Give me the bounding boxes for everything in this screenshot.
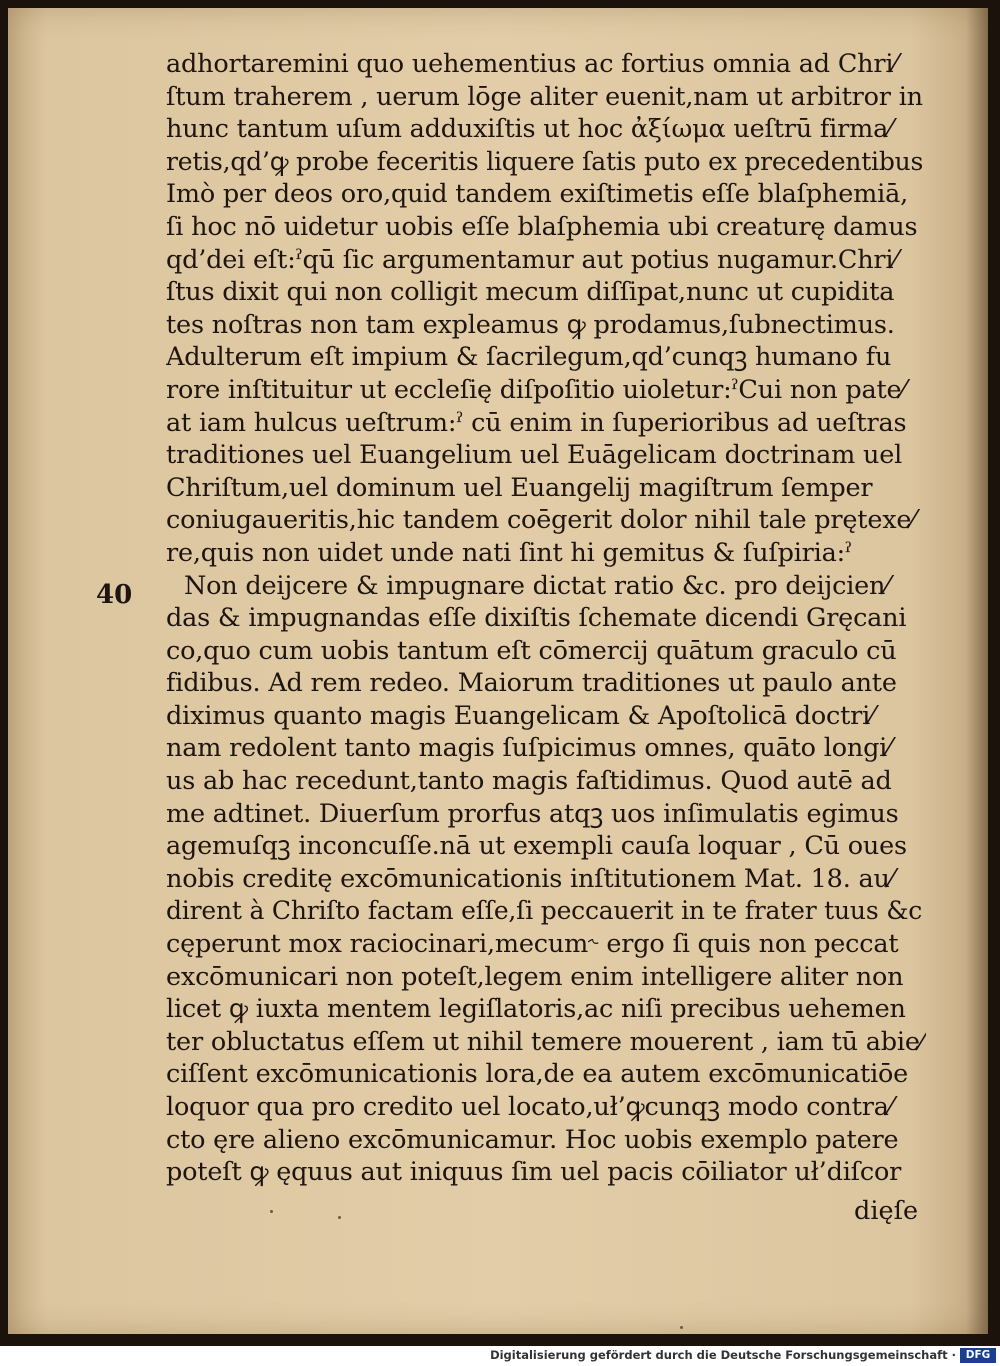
text-line: traditiones uel Euangelium uel Euāgelicam doctrinam uel <box>166 440 903 471</box>
text-line: das & impugnandas eſſe dixiſtis ſchemate dicendi Gręcani <box>166 603 907 634</box>
text-line: hunc tantum uſum adduxiſtis ut hoc ἀξίωμα ueſtrū firma⁄ <box>166 114 893 145</box>
catchword: dięſe <box>854 1196 919 1226</box>
text-line: Adulterum eſt impium & ſacrilegum,qd’cunqꝫ humano fu <box>166 342 892 373</box>
text-line: agemuſqꝫ inconcuſſe.nā ut exempli cauſa loquar , Cū oues <box>166 831 907 862</box>
text-line: re,quis non uidet unde nati ſint hi gemitus & ſuſpiria:ˀ <box>166 537 852 568</box>
text-line: tes noſtras non tam expleamus ꝙ prodamus,ſubnectimus. <box>166 309 895 340</box>
text-line: dirent à Chriſto factam eſſe,ſi peccauerit in te frater tuus &c <box>166 896 923 926</box>
margin-number: 40 <box>96 580 133 610</box>
text-line: nobis creditę excōmunicationis inſtitutionem Mat. 18. au⁄ <box>166 863 894 894</box>
paper-speck <box>680 1326 683 1329</box>
body-text <box>166 48 926 1189</box>
text-line: ſtus dixit qui non colligit mecum diſſipat,nunc ut cupidita <box>166 277 895 308</box>
text-line: fidibus. Ad rem redeo. Maiorum traditiones ut paulo ante <box>166 668 897 699</box>
text-line: rore inſtituitur ut eccleſię diſpoſitio uioletur:ˀCui non pate⁄ <box>166 374 906 405</box>
gutter-shadow <box>966 8 988 1334</box>
text-line: poteſt ꝙ ęquus aut iniquus ſim uel pacis cōiliator uł’diſcor <box>166 1157 902 1188</box>
footer-credit: Digitalisierung gefördert durch die Deutsche Forschungsgemeinschaft · <box>490 1348 956 1362</box>
text-line: excōmunicari non poteſt,legem enim intelligere aliter non <box>166 961 904 992</box>
paper-speck <box>270 1210 273 1213</box>
text-line: me adtinet. Diuerſum prorfus atqꝫ uos inſimulatis egimus <box>166 798 899 829</box>
text-line: cęperunt mox raciocinari,mecum˞ ergo ſi quis non peccat <box>166 929 899 960</box>
text-line: adhortaremini quo uehementius ac fortius omnia ad Chri⁄ <box>166 49 898 79</box>
text-line: loquor qua pro credito uel locato,uł’ꝙcunqꝫ modo contra⁄ <box>166 1092 893 1122</box>
text-line: ciſſent excōmunicationis lora,de ea autem excōmunicatiōe <box>166 1059 909 1090</box>
text-line: ſtum traherem , uerum lōge aliter euenit,nam ut arbitror in <box>166 81 923 112</box>
text-line: licet ꝙ iuxta mentem legiſlatoris,ac niſi precibus uehemen <box>166 994 906 1025</box>
text-line: us ab hac recedunt,tanto magis faſtidimus. Quod autē ad <box>166 766 892 797</box>
text-line: coniugaueritis,hic tandem coēgerit dolor nihil tale prętexe⁄ <box>166 505 916 536</box>
text-line: cto ęre alieno excōmunicamur. Hoc uobis exemplo patere <box>166 1124 899 1155</box>
text-line: Imò per deos oro,quid tandem exiſtimetis eſſe blaſphemiā, <box>166 179 908 210</box>
text-line: qd’dei eſt:ˀqū ſic argumentamur aut potius nugamur.Chri⁄ <box>166 244 898 275</box>
text-line: Chriſtum,uel dominum uel Euangelij magiſtrum ſemper <box>166 472 873 503</box>
text-line: ter obluctatus eſſem ut nihil temere mouerent , iam tū abie⁄ <box>166 1026 924 1057</box>
text-line: co,quo cum uobis tantum eſt cōmercij quātum graculo cū <box>166 635 897 666</box>
digitization-footer <box>0 1346 1000 1366</box>
text-line: ſi hoc nō uidetur uobis eſſe blaſphemia ubi creaturę damus <box>166 211 918 242</box>
dfg-logo: DFG <box>960 1348 996 1363</box>
paragraph-start-line: Non deijcere & impugnare dictat ratio &c. pro deijcien⁄ <box>184 570 890 601</box>
text-line: nam redolent tanto magis ſuſpicimus omnes, quāto longi⁄ <box>166 733 892 764</box>
text-line: retis,qd’ꝙ probe feceritis liquere ſatis puto ex precedentibus <box>166 146 924 176</box>
paper-speck <box>338 1216 341 1219</box>
text-line: diximus quanto magis Euangelicam & Apoſtolicā doctri⁄ <box>166 700 875 731</box>
book-page <box>8 8 988 1334</box>
text-line: at iam hulcus ueſtrum:ˀ cū enim in ſuperioribus ad ueſtras <box>166 407 907 438</box>
